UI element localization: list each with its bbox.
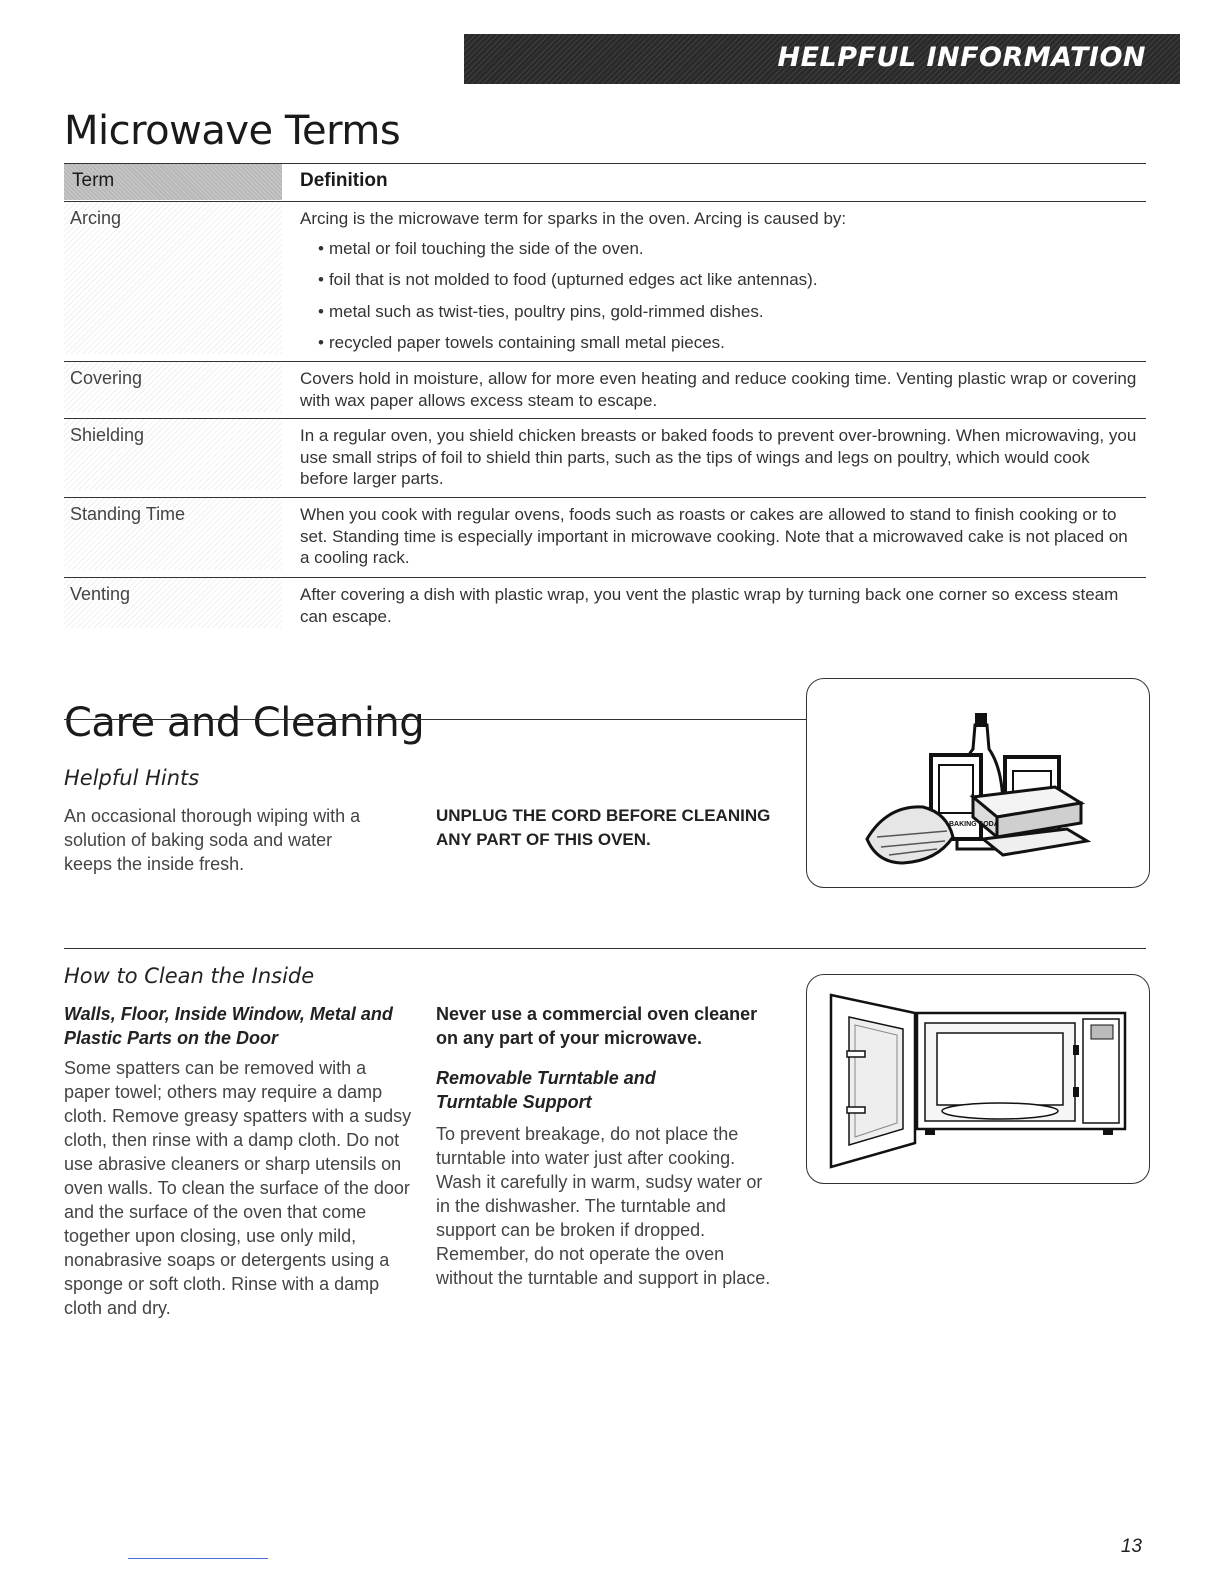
turntable-text: To prevent breakage, do not place the turntable into water just after cooking. Wash it carefully in warm, sudsy water or in the dishwasher. The turntable and support can be broken if dropped. Remember, do not operate the oven without the turntable and support in place. [436, 1124, 771, 1288]
definition-text: Arcing is the microwave term for sparks in the oven. Arcing is caused by: [300, 209, 847, 228]
term-cell [64, 498, 282, 570]
term-name: Covering [70, 368, 143, 388]
banner-title: HELPFUL INFORMATION [777, 42, 1146, 73]
cleaning-supplies-drawing [807, 679, 1149, 887]
care-cleaning-title: Care and Cleaning [64, 700, 425, 746]
list-item: • foil that is not molded to food (upturned edges act like antennas). [318, 269, 1140, 291]
term-name: Standing Time [70, 504, 186, 524]
helpful-hints-heading: Helpful Hints [64, 766, 200, 790]
care-title-rule [64, 719, 806, 720]
definition-column-header: Definition [300, 170, 388, 191]
bottom-link-underline [128, 1558, 268, 1559]
list-item: • recycled paper towels containing small metal pieces. [318, 332, 1140, 354]
term-cell [64, 362, 282, 412]
turntable-subheading: Removable Turntable and Turntable Support [436, 1068, 656, 1112]
helpful-hints-text: An occasional thorough wiping with a solution of baking soda and water keeps the inside fresh. [64, 806, 361, 874]
term-name: Arcing [70, 208, 122, 228]
term-definition: After covering a dish with plastic wrap, you vent the plastic wrap by turning back one corner so excess steam can escape. [300, 585, 1119, 626]
baking-soda-label: BAKING SODA [949, 821, 999, 828]
cleaning-supplies-illustration [806, 678, 1150, 888]
term-column-label: Term [72, 170, 115, 191]
list-item: • metal or foil touching the side of the oven. [318, 238, 1140, 260]
term-definition [300, 208, 1140, 364]
term-cell [64, 419, 282, 490]
list-item: • metal such as twist-ties, poultry pins, gold-rimmed dishes. [318, 301, 1140, 323]
table-row [64, 577, 1146, 634]
unplug-warning: UNPLUG THE CORD BEFORE CLEANING ANY PART OF THIS OVEN. [436, 806, 771, 849]
table-row [64, 418, 1146, 496]
page-number: 13 [1120, 1536, 1142, 1557]
table-row [64, 201, 1146, 360]
term-definition: In a regular oven, you shield chicken breasts or baked foods to prevent over-browning. When microwaving, you use small strips of foil to shield thin parts, such as the tips of wings and legs on poultry, which would cook before larger parts. [300, 426, 1137, 488]
section-banner [464, 34, 1180, 84]
microwave-drawing [807, 975, 1149, 1183]
term-cell [64, 578, 282, 628]
microwave-illustration [806, 974, 1150, 1184]
how-to-clean-heading: How to Clean the Inside [64, 964, 315, 988]
term-definition: Covers hold in moisture, allow for more even heating and reduce cooking time. Venting plastic wrap or covering with wax paper allows excess steam to escape. [300, 369, 1137, 410]
term-definition: When you cook with regular ovens, foods such as roasts or cakes are allowed to stand to finish cooking or to set. Standing time is especially important in microwave cooking. Note that a microwaved cake is not placed on a cooling rack. [300, 505, 1128, 567]
section-divider [64, 948, 1146, 949]
never-use-warning: Never use a commercial oven cleaner on any part of your microwave. [436, 1004, 758, 1048]
table-row [64, 497, 1146, 576]
microwave-terms-title: Microwave Terms [64, 108, 401, 154]
term-name: Shielding [70, 425, 145, 445]
term-column-header [64, 164, 282, 200]
arcing-causes-list [300, 238, 1140, 354]
walls-text: Some spatters can be removed with a paper towel; others may require a damp cloth. Remove greasy spatters with a sudsy cloth, then rinse with a damp cloth. Do not use abrasive cleaners or sharp utensils on oven walls. To clean the surface of the door and the surface of the oven that come together upon closing, use only mild, nonabrasive soaps or detergents using a sponge or soft cloth. Rinse with a damp cloth and dry. [64, 1058, 412, 1318]
walls-subheading: Walls, Floor, Inside Window, Metal and Plastic Parts on the Door [64, 1004, 393, 1048]
table-row [64, 361, 1146, 418]
term-name: Venting [70, 584, 131, 604]
term-cell [64, 202, 282, 354]
